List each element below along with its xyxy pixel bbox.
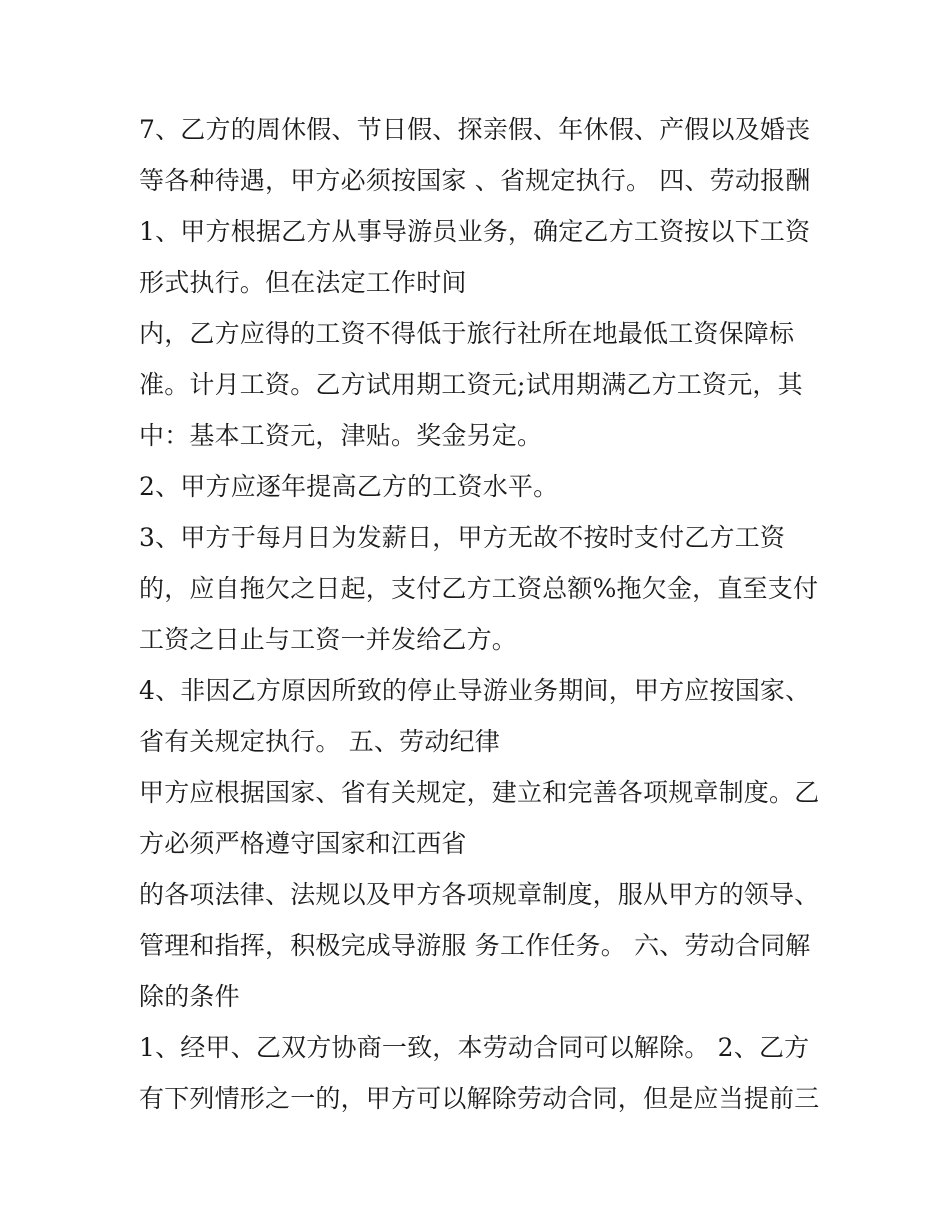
- text-line: 方必须严格遵守国家和江西省: [139, 829, 467, 858]
- text-line: 1、甲方根据乙方从事导游员业务，确定乙方工资按以下工资: [139, 217, 811, 246]
- text-line: 工资之日止与工资一并发给乙方。: [139, 625, 518, 654]
- text-line: 7、乙方的周休假、节日假、探亲假、年休假、产假以及婚丧: [139, 115, 811, 144]
- text-line: 除的条件: [139, 982, 240, 1011]
- text-line: 管理和指挥，积极完成导游服 务工作任务。 六、劳动合同解: [139, 931, 811, 960]
- text-line: 准。计月工资。乙方试用期工资元;试用期满乙方工资元，其: [139, 370, 803, 399]
- text-line: 等各种待遇，甲方必须按国家 、省规定执行。 四、劳动报酬: [139, 166, 811, 195]
- text-line: 有下列情形之一的，甲方可以解除劳动合同，但是应当提前三: [139, 1084, 820, 1113]
- text-line: 中：基本工资元，津贴。奖金另定。: [139, 421, 543, 450]
- document-body: [139, 108, 829, 1128]
- text-line: 1、经甲、乙双方协商一致，本劳动合同可以解除。 2、乙方: [139, 1033, 810, 1062]
- text-line: 甲方应根据国家、省有关规定，建立和完善各项规章制度。乙: [139, 778, 820, 807]
- text-line: 的，应自拖欠之日起，支付乙方工资总额%拖欠金，直至支付: [139, 574, 819, 603]
- text-line: 3、甲方于每月日为发薪日，甲方无故不按时支付乙方工资: [139, 523, 786, 552]
- text-line: 2、甲方应逐年提高乙方的工资水平。: [139, 472, 559, 501]
- text-line: 形式执行。但在法定工作时间: [139, 268, 467, 297]
- text-line: 4、非因乙方原因所致的停止导游业务期间，甲方应按国家、: [139, 676, 811, 705]
- text-line: 省有关规定执行。 五、劳动纪律: [139, 727, 500, 756]
- text-line: 的各项法律、法规以及甲方各项规章制度，服从甲方的领导、: [139, 880, 820, 909]
- text-line: 内，乙方应得的工资不得低于旅行社所在地最低工资保障标: [139, 319, 795, 348]
